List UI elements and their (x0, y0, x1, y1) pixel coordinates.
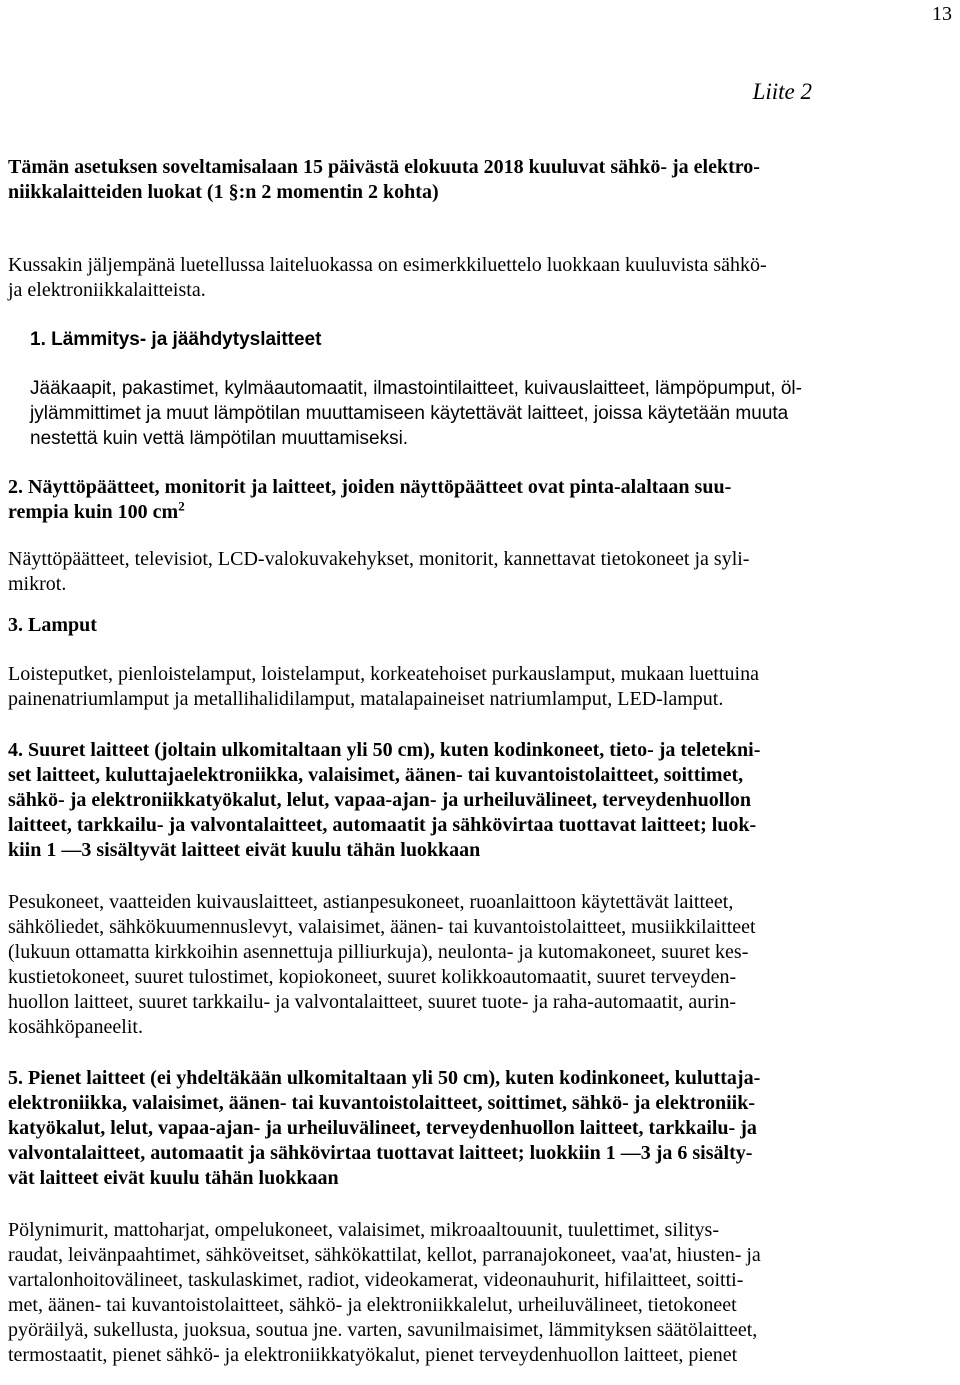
body-line: Loisteputket, pienloistelamput, loistelamput, korkeatehoiset purkauslamput, mukaan luettuina (8, 663, 759, 685)
section-4-heading: 4. Suuret laitteet (joltain ulkomitaltaan yli 50 cm), kuten kodinkoneet, tieto- ja teletekni- set laitteet, kuluttajaelektroniikka, valaisimet, äänen- tai kuvantoistolaitteet, soittimet, sähkö- ja elektroniikkatyökalut, lelut, vapaa-ajan- ja urheiluvälineet, terveydenhuollon laitteet, tarkkailu- ja valvontalaitteet, automaatit ja sähkövirtaa tuottavat laitteet; luok- kiin 1 —3 sisältyvät laitteet eivät kuulu tähän luokkaan (8, 739, 761, 861)
body-line: Näyttöpäätteet, televisiot, LCD-valokuvakehykset, monitorit, kannettavat tietokoneet ja syli- (8, 548, 750, 570)
intro-line: ja elektroniikkalaitteista. (8, 279, 206, 301)
section-5-body (8, 1218, 952, 1368)
section-2-heading: 2. Näyttöpäätteet, monitorit ja laitteet, joiden näyttöpäätteet ovat pinta-alaltaan suu- rempia kuin 100 $cm^2$ (8, 476, 732, 523)
title-line: Tämän asetuksen soveltamisalaan 15 päivästä elokuuta 2018 kuuluvat sähkö- ja elektro- (8, 156, 760, 178)
section-4-body (8, 890, 952, 1040)
body-line: kustietokoneet, suuret tulostimet, kopiokoneet, suuret kolikkoautomaatit, suuret terveyden- (8, 966, 737, 988)
section-1-heading: 1. Lämmitys- ja jäähdytyslaitteet (30, 329, 322, 350)
section-1-body (8, 376, 952, 451)
body-line: met, äänen- tai kuvantoistolaitteet, sähkö- ja elektroniikkalelut, urheiluvälineet, tietokoneet (8, 1294, 737, 1316)
section-3-body (8, 662, 952, 712)
body-line: termostaatit, pienet sähkö- ja elektroniikkatyökalut, pienet terveydenhuollon laitteet, pienet (8, 1344, 738, 1366)
document-title (8, 155, 952, 205)
body-line: jylämmittimet ja muut lämpötilan muuttamiseen käytettävät laitteet, joissa käytetään muuta (30, 403, 789, 424)
section-2-body (8, 547, 952, 597)
body-line: Pesukoneet, vaatteiden kuivauslaitteet, astianpesukoneet, ruoanlaittoon käytettävät laitteet, (8, 891, 734, 913)
body-line: mikrot. (8, 573, 67, 595)
body-line: pyöräilyä, sukellusta, juoksua, soutua jne. varten, savunilmaisimet, lämmityksen säätölaitteet, (8, 1319, 758, 1341)
body-line: Pölynimurit, mattoharjat, ompelukoneet, valaisimet, mikroaaltouunit, tuulettimet, silitys- (8, 1219, 719, 1241)
intro-line: Kussakin jäljempänä luetellussa laiteluokassa on esimerkkiluettelo luokkaan kuuluvista sähkö- (8, 254, 767, 276)
section-3-heading: 3. Lamput (8, 614, 97, 636)
body-line: kosähköpaneelit. (8, 1016, 143, 1038)
body-line: vartalonhoitovälineet, taskulaskimet, radiot, videokamerat, videonauhurit, hifilaitteet, soitti- (8, 1269, 744, 1291)
body-line: (lukuun ottamatta kirkkoihin asennettuja pilliurkuja), neulonta- ja kutomakoneet, suuret kes- (8, 941, 749, 963)
body-line: painenatriumlamput ja metallihalidilamput, matalapaineiset natriumlamput, LED-lamput. (8, 688, 724, 710)
appendix-label: Liite 2 (752, 79, 812, 104)
page-number: 13 (932, 3, 952, 25)
body-line: huollon laitteet, suuret tarkkailu- ja valvontalaitteet, suuret tuote- ja raha-automaatit, aurin- (8, 991, 737, 1013)
body-line: nestettä kuin vettä lämpötilan muuttamiseksi. (30, 428, 409, 449)
intro-paragraph (8, 253, 952, 303)
body-line: Jääkaapit, pakastimet, kylmäautomaatit, ilmastointilaitteet, kuivauslaitteet, lämpöpumput, öl- (30, 378, 802, 399)
body-line: raudat, leivänpaahtimet, sähköveitset, sähkökattilat, kellot, parranajokoneet, vaa'at, hiusten- ja (8, 1244, 761, 1266)
body-line: sähköliedet, sähkökuumennuslevyt, valaisimet, äänen- tai kuvantoistolaitteet, musiikkilaitteet (8, 916, 756, 938)
section-5-heading: 5. Pienet laitteet (ei yhdeltäkään ulkomitaltaan yli 50 cm), kuten kodinkoneet, kuluttaja- elektroniikka, valaisimet, äänen- tai kuvantoistolaitteet, soittimet, sähkö- ja elektroniik- katyökalut, lelut, vapaa-ajan- ja urheiluvälineet, terveydenhuollon laitteet, tarkkailu- ja valvontalaitteet, automaatit ja sähkövirtaa tuottavat laitteet; luokkiin 1 —3 ja 6 sisälty- vät laitteet eivät kuulu tähän luokkaan (8, 1067, 761, 1189)
superscript: 2 (178, 498, 185, 514)
title-line: niikkalaitteiden luokat (1 §:n 2 momentin 2 kohta) (8, 181, 439, 203)
document-content (8, 155, 952, 1368)
